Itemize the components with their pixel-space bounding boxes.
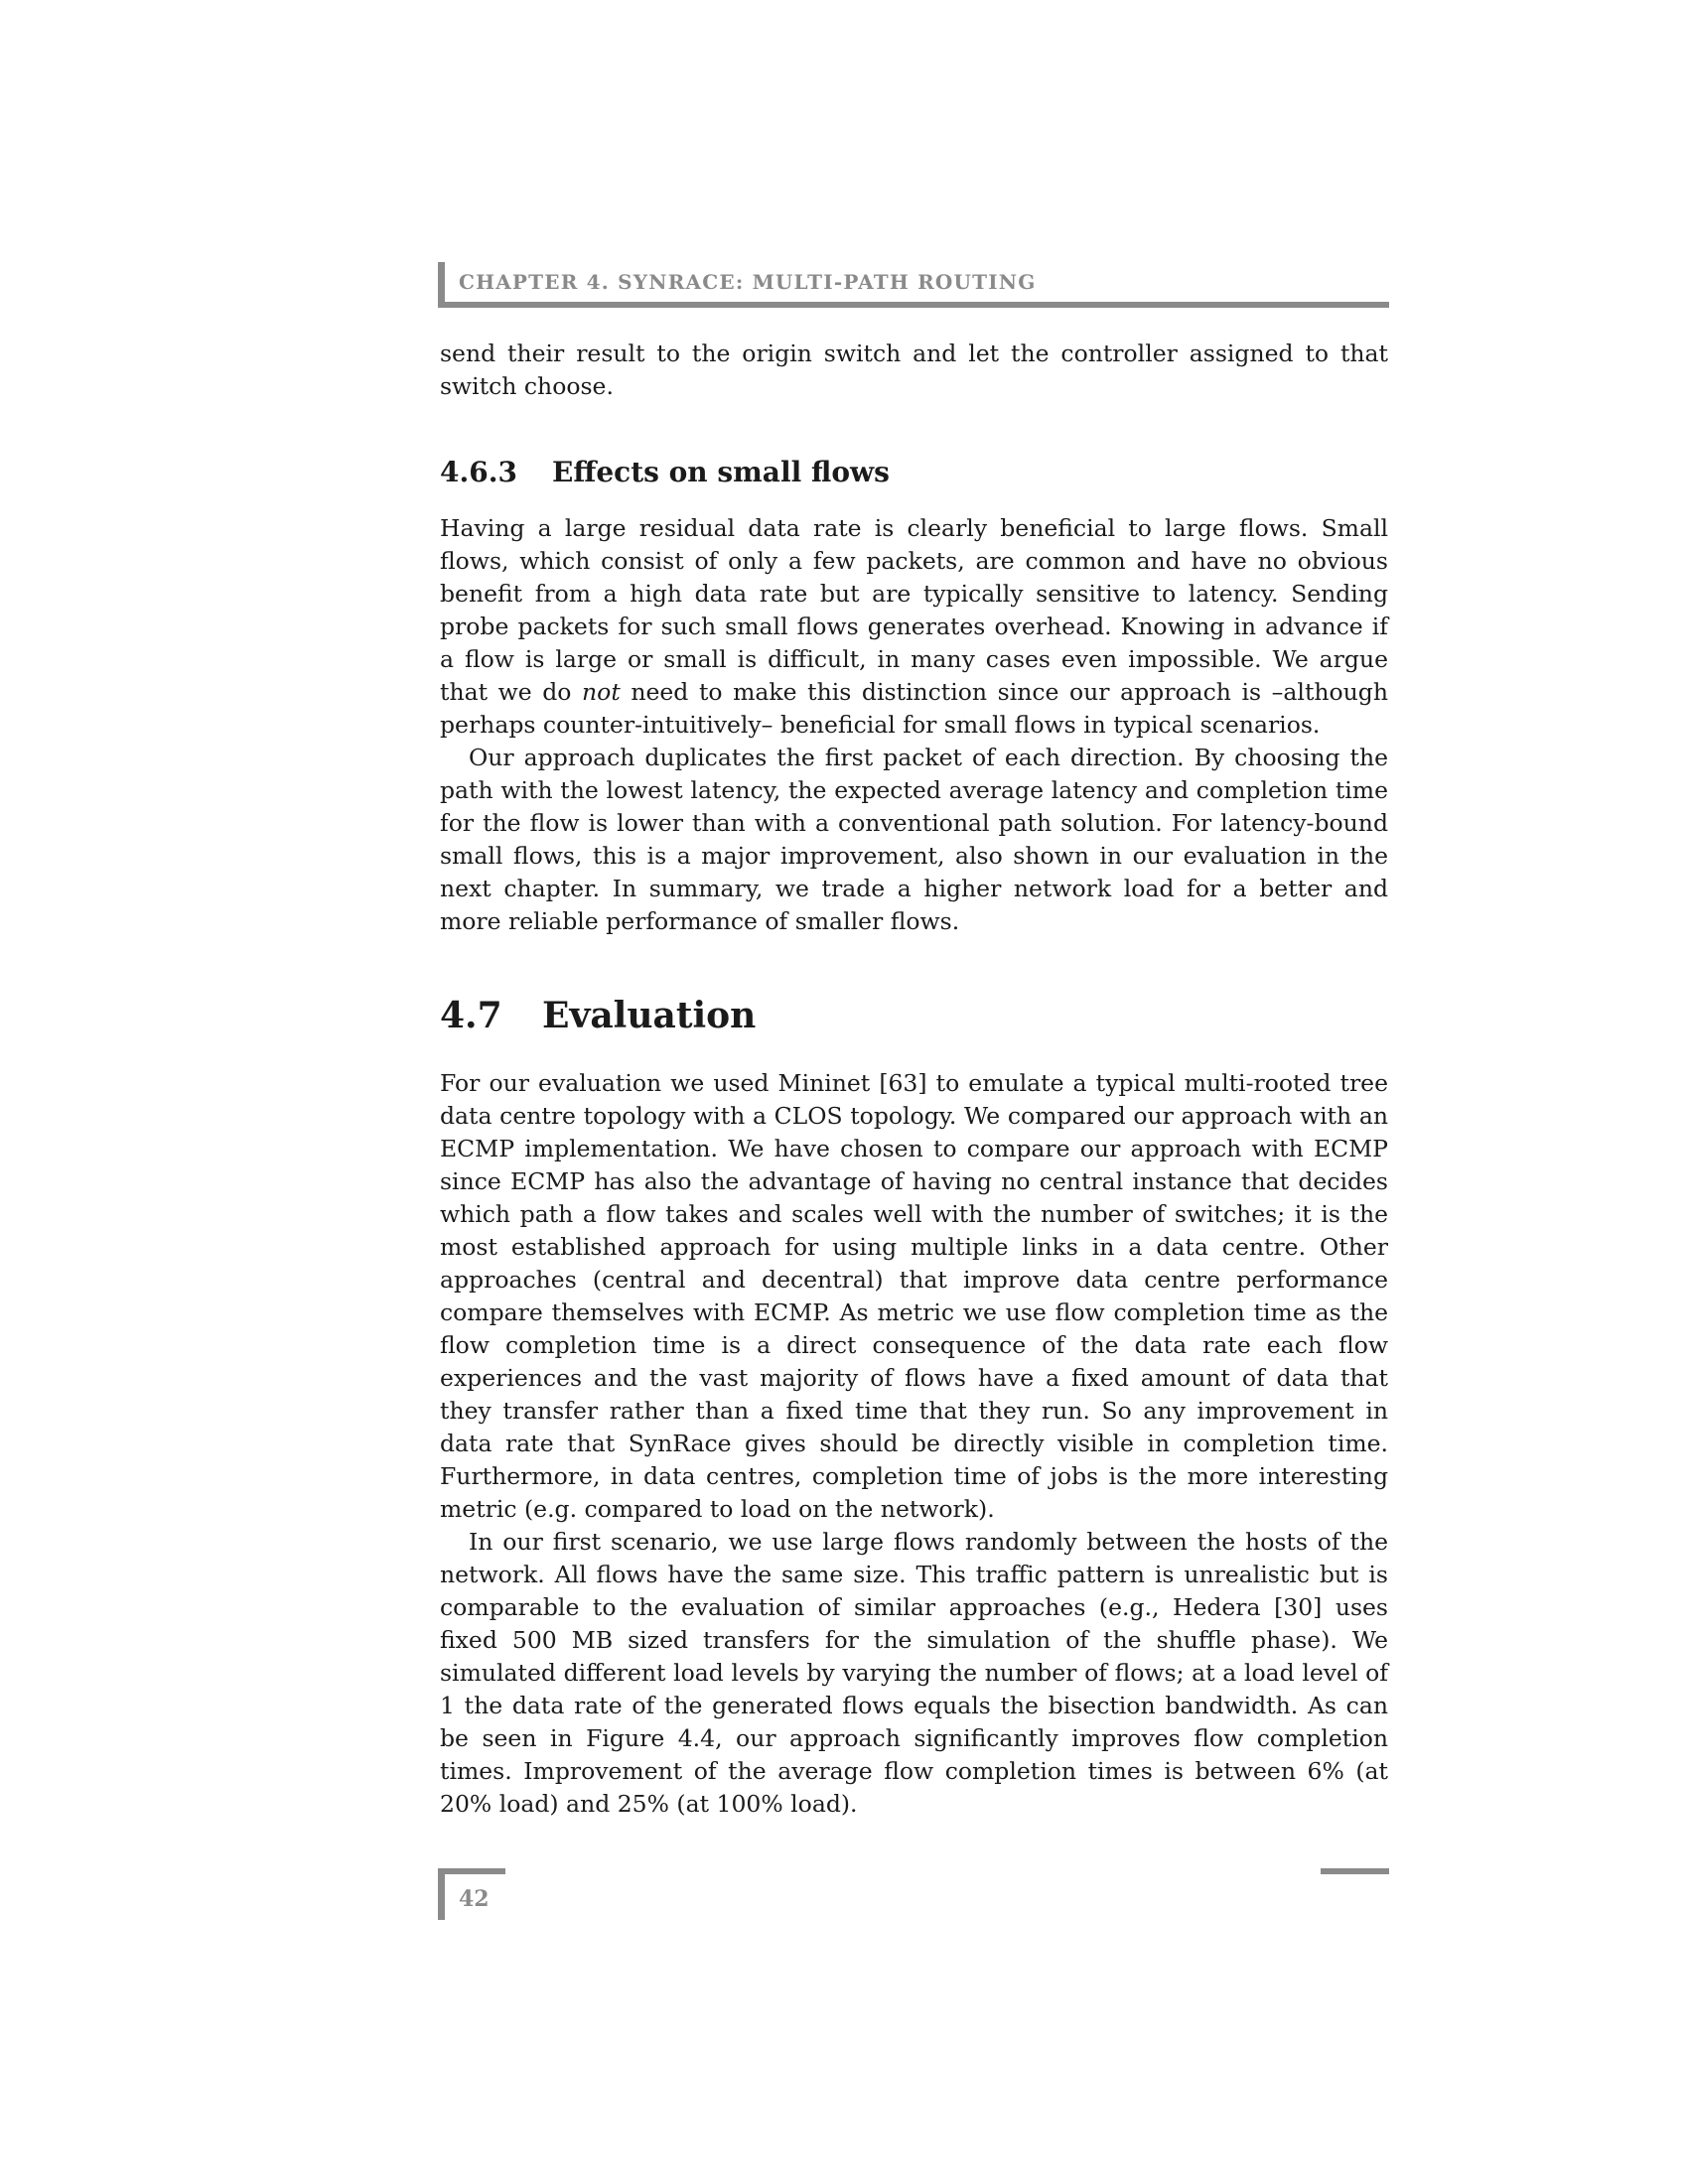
page-body	[440, 338, 1388, 1821]
header-rule	[445, 302, 1389, 308]
section-number: 4.7	[440, 995, 502, 1036]
page-footer	[438, 1868, 505, 1920]
footer-rule-right	[1321, 1868, 1389, 1874]
section-paragraph-2: In our first scenario, we use large flows randomly between the hosts of the network. All flows have the same size. This traffic pattern is unrealistic but is comparable to the evaluation of similar approaches (e.g., Hedera [30] uses fixed 500 MB sized transfers for the simulation of the shuffle phase). We simulated different load levels by varying the number of flows; at a load level of 1 the data rate of the generated flows equals the bisection bandwidth. As can be seen in Figure 4.4, our approach significantly improves flow completion times. Improvement of the average flow completion times is between 6% (at 20% load) and 25% (at 100% load).	[440, 1528, 1388, 1818]
intro-paragraph: send their result to the origin switch and let the controller assigned to that switch choose.	[440, 340, 1388, 400]
emphasis-text: not	[582, 678, 621, 706]
subsection-number: 4.6.3	[440, 456, 517, 488]
subsection-paragraph-2: Our approach duplicates the first packet of each direction. By choosing the path with the lowest latency, the expected average latency and completion time for the flow is lower than with a conventional path solution. For latency-bound small flows, this is a major improvement, also shown in our evaluation in the next chapter. In summary, we trade a higher network load for a better and more reliable performance of smaller flows.	[440, 744, 1388, 935]
section-title: Evaluation	[542, 995, 757, 1036]
page-number: 42	[459, 1886, 490, 1912]
paragraph-text: need to make this distinction since our approach is –although perhaps counter-intuitively– beneficial for small flows in typical scenarios.	[440, 678, 1388, 739]
paragraph-text: Having a large residual data rate is clearly beneficial to large flows. Small flows, which consist of only a few packets, are common and have no obvious benefit from a high data rate but are typically sensitive to latency. Sending probe packets for such small flows generates overhead. Knowing in advance if a flow is large or small is difficult, in many cases even impossible. We argue that we do	[440, 514, 1388, 706]
subsection-title: Effects on small flows	[552, 456, 890, 488]
footer-rule-left	[445, 1868, 505, 1874]
subsection-paragraph-1	[440, 512, 1388, 742]
subsection-heading	[440, 455, 1388, 490]
running-header	[438, 262, 1389, 308]
section-paragraph-1: For our evaluation we used Mininet [63] to emulate a typical multi-rooted tree data centre topology with a CLOS topology. We compared our approach with an ECMP implementation. We have chosen to compare our approach with ECMP since ECMP has also the advantage of having no central instance that decides which path a flow takes and scales well with the number of switches; it is the most established approach for using multiple links in a data centre. Other approaches (central and decentral) that improve data centre performance compare themselves with ECMP. As metric we use flow completion time as the flow completion time is a direct consequence of the data rate each flow experiences and the vast majority of flows have a fixed amount of data that they transfer rather than a fixed time that they run. So any improvement in data rate that SynRace gives should be directly visible in completion time. Furthermore, in data centres, completion time of jobs is the more interesting metric (e.g. compared to load on the network).	[440, 1069, 1388, 1523]
section-heading	[440, 994, 1388, 1037]
running-head-text: CHAPTER 4. SYNRACE: MULTI-PATH ROUTING	[459, 270, 1037, 294]
